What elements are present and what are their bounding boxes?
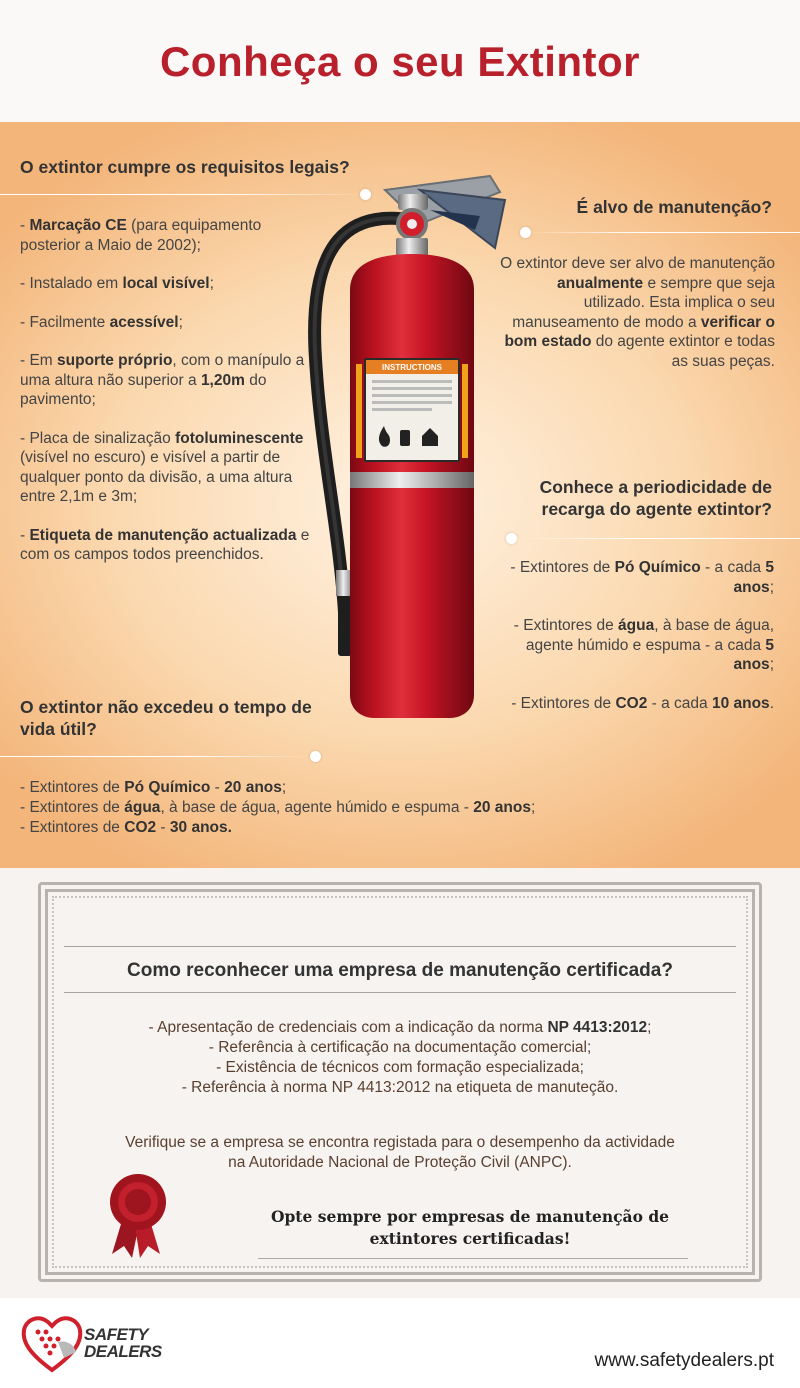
maintenance-title: É alvo de manutenção? xyxy=(576,197,772,217)
recharge-item: - Extintores de água, à base de água, agente húmido e espuma - a cada 5 anos; xyxy=(513,617,774,673)
recharge-title: Conhece a periodicidade de recarga do agente extintor? xyxy=(539,477,772,519)
award-seal-icon xyxy=(100,1168,180,1258)
recharge-item: - Extintores de Pó Químico - a cada 5 anos; xyxy=(510,559,774,596)
logo-wordmark: SAFETY DEALERS xyxy=(84,1325,162,1361)
certified-title: Como reconhecer uma empresa de manutenção certificada? xyxy=(127,960,673,981)
fire-extinguisher-icon xyxy=(290,150,530,730)
lifespan-title: O extintor não excedeu o tempo de vida útil? xyxy=(20,697,312,739)
certified-item: - Apresentação de credenciais com a indicação da norma NP 4413:2012; xyxy=(148,1019,652,1036)
legal-list xyxy=(20,216,310,584)
legal-item: - Placa de sinalização fotoluminescente (visível no escuro) e visível a partir de qualquer ponto da divisão, a uma altura entre 2,1m e 3m; xyxy=(20,429,304,505)
lifespan-item: - Extintores de água, à base de água, agente húmido e espuma - 20 anos; xyxy=(20,799,536,816)
certified-list xyxy=(0,1018,800,1098)
legal-item: - Etiqueta de manutenção actualizada e com os campos todos preenchidos. xyxy=(20,526,310,563)
safety-dealers-logo-icon xyxy=(20,1312,84,1374)
certified-call-to-action: Opte sempre por empresas de manutenção de extintores certificadas! xyxy=(270,1207,670,1248)
cta-rule xyxy=(258,1258,688,1259)
maintenance-divider xyxy=(528,232,800,233)
certified-top-rule xyxy=(64,946,736,947)
certified-item: - Referência à norma NP 4413:2012 na etiqueta de manuteção. xyxy=(181,1079,619,1096)
header xyxy=(0,0,800,122)
legal-item: - Instalado em local visível; xyxy=(20,275,214,292)
lifespan-list xyxy=(20,778,640,838)
maintenance-text: O extintor deve ser alvo de manutenção anualmente e sempre que seja utilizado. Esta implica o seu manuseamento de modo a verificar o bom estado do agente extintor e todas as suas peças. xyxy=(500,255,775,370)
recharge-item: - Extintores de CO2 - a cada 10 anos. xyxy=(511,694,774,712)
lifespan-item: - Extintores de CO2 - 30 anos. xyxy=(20,819,232,836)
certified-item: - Existência de técnicos com formação especializada; xyxy=(216,1059,584,1076)
legal-item: - Marcação CE (para equipamento posterior a Maio de 2002); xyxy=(20,217,262,254)
legal-item: - Facilmente acessível; xyxy=(20,313,183,331)
recharge-divider xyxy=(516,538,800,539)
lifespan-divider-dot xyxy=(310,751,321,762)
legal-title: O extintor cumpre os requisitos legais? xyxy=(20,157,350,177)
lifespan-divider xyxy=(0,756,312,757)
page-title: Conheça o seu Extintor xyxy=(159,38,641,85)
recharge-list xyxy=(496,558,774,732)
legal-item: - Em suporte próprio, com o manípulo a uma altura não superior a 1,20m do pavimento; xyxy=(20,352,305,408)
certified-bottom-rule xyxy=(64,992,736,993)
footer xyxy=(0,1298,800,1388)
certified-company-section xyxy=(0,868,800,1298)
website-link[interactable]: www.safetydealers.pt xyxy=(594,1350,774,1371)
certified-item: - Referência à certificação na documentação comercial; xyxy=(208,1039,592,1056)
certified-note: Verifique se a empresa se encontra registada para o desempenho da actividade na Autoridade Nacional de Proteção Civil (ANPC). xyxy=(125,1134,675,1171)
extinguisher-label-text: INSTRUCTIONS xyxy=(382,363,442,372)
lifespan-item: - Extintores de Pó Químico - 20 anos; xyxy=(20,779,287,796)
